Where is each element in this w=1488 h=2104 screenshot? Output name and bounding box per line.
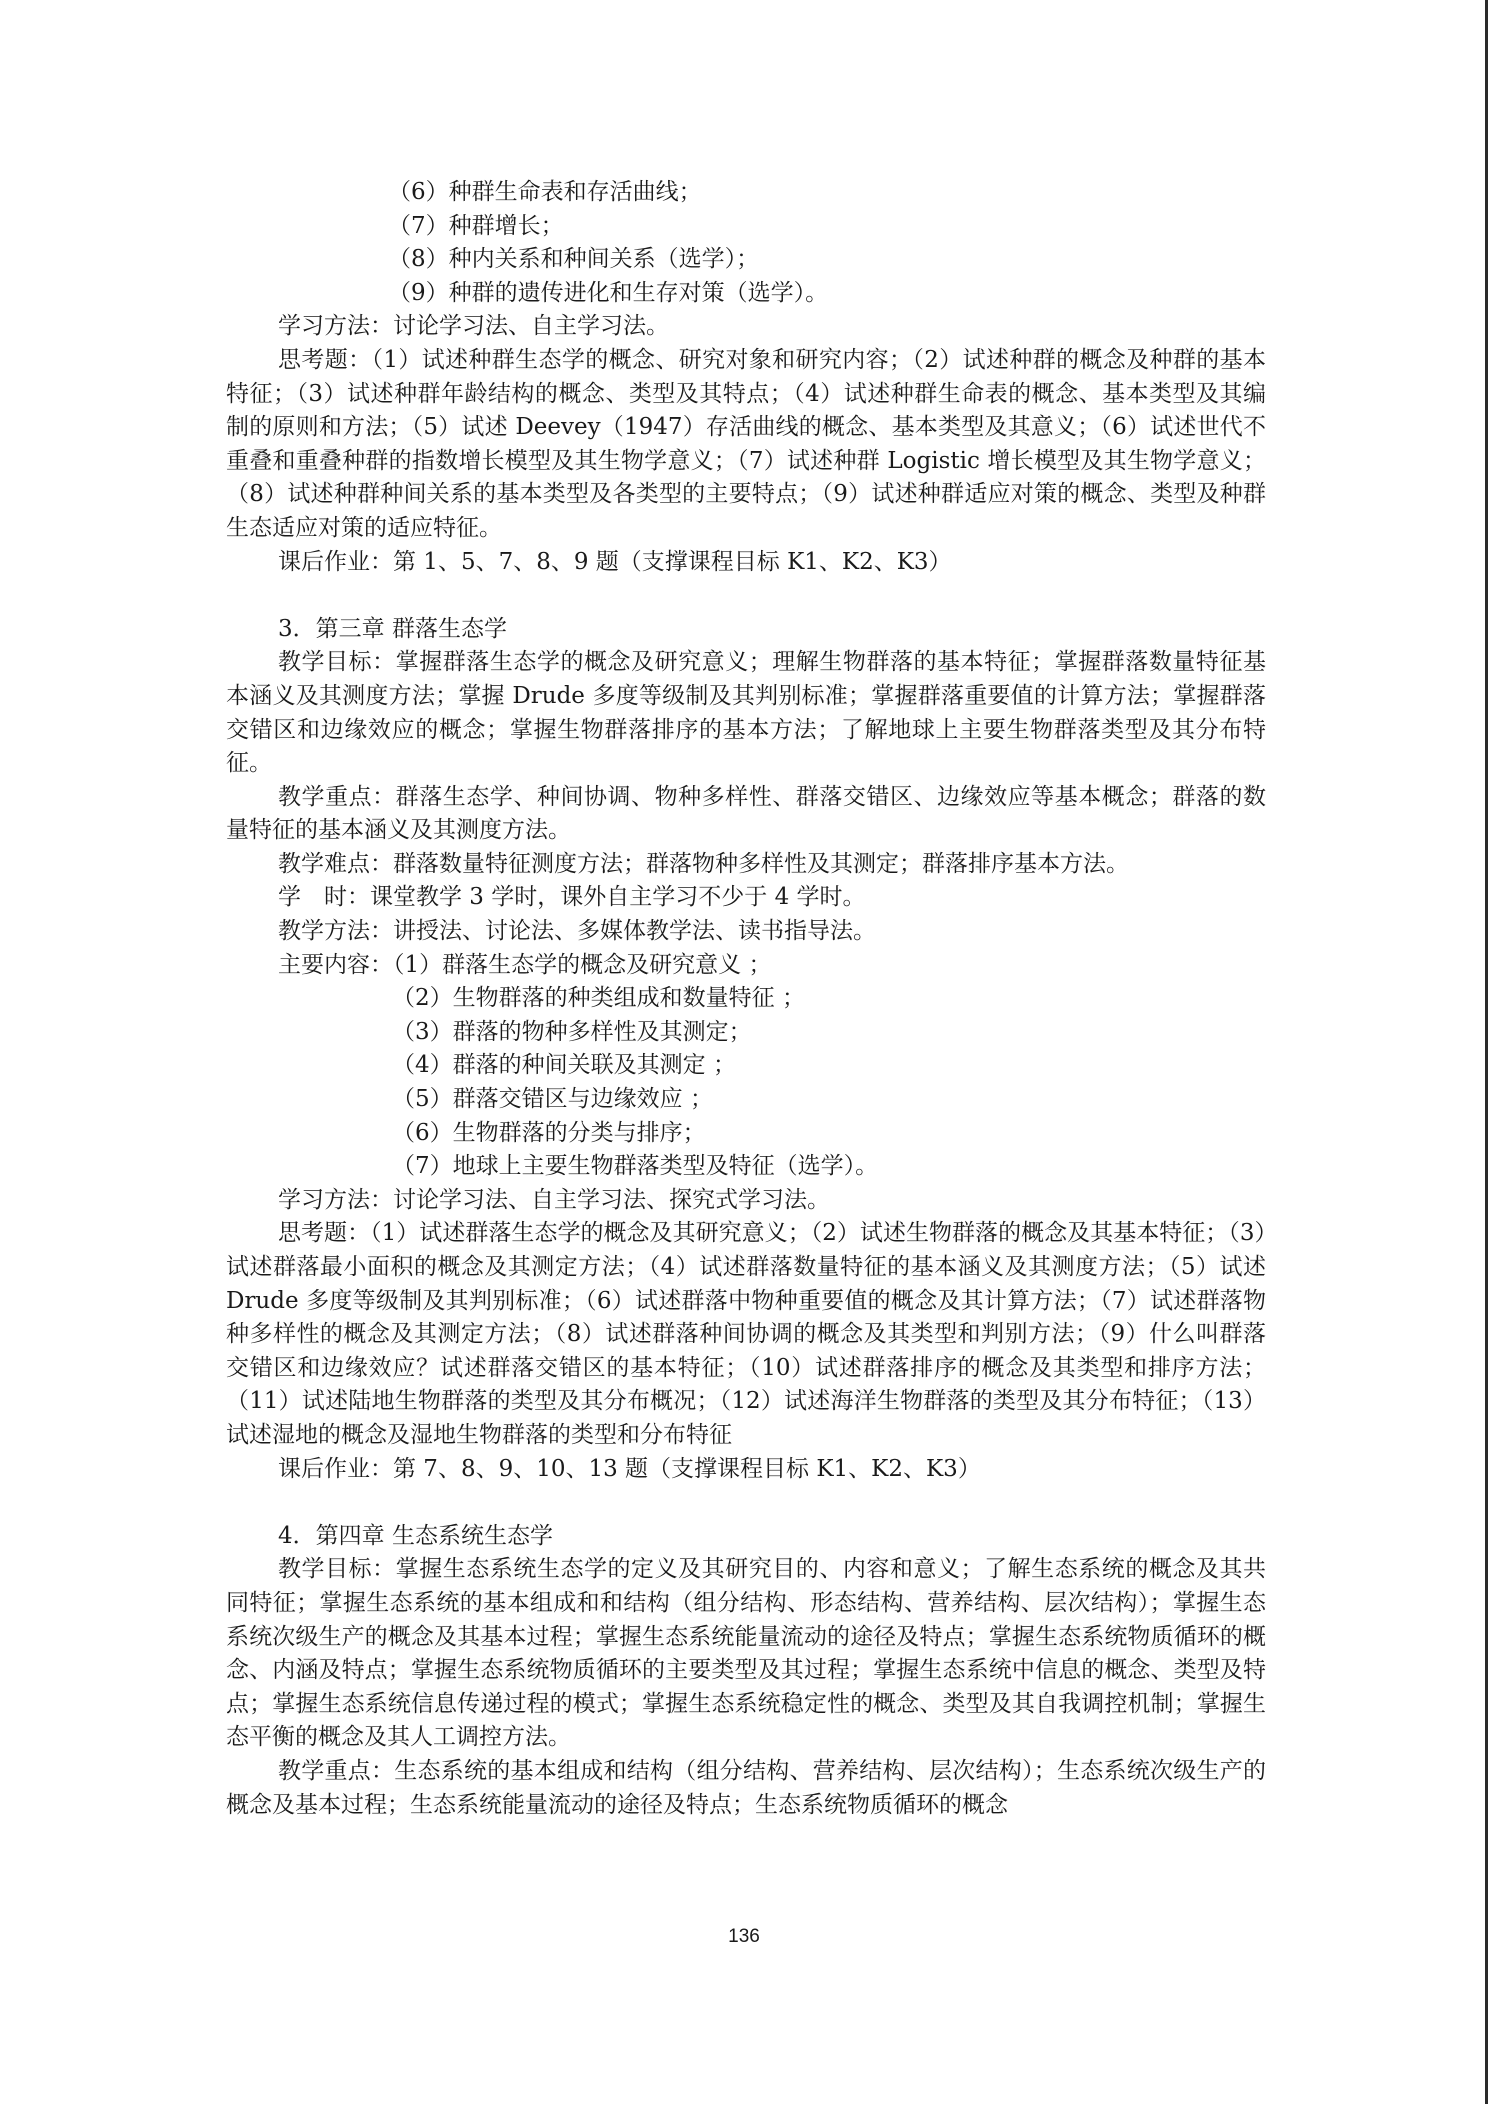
- ch3-questions: 思考题：（1）试述群落生态学的概念及其研究意义；（2）试述生物群落的概念及其基本特征；（3）试述群落最小面积的概念及其测定方法；（4）试述群落数量特征的基本涵义及其测度方法；（5）试述 Drude 多度等级制及其判别标准；（6）试述群落中物种重要值的概念及其计算方法；（7）试述群落物种多样性的概念及其测定方法；（8）试述群落种间协调的概念及其类型和判别方法；（9）什么叫群落交错区和边缘效应？试述群落交错区的基本特征；（10）试述群落排序的概念及其类型和排序方法；（11）试述陆地生物群落的类型及其分布概况；（12）试述海洋生物群落的类型及其分布特征；（13）试述湿地的概念及湿地生物群落的类型和分布特征: [226, 1220, 1266, 1448]
- list-item: （3）群落的物种多样性及其测定；: [392, 1018, 752, 1045]
- ch3-homework: 课后作业：第 7、8、9、10、13 题（支撑课程目标 K1、K2、K3）: [278, 1455, 981, 1482]
- list-item: （5）群落交错区与边缘效应 ；: [392, 1086, 713, 1113]
- ch4-title: 4．第四章 生态系统生态学: [278, 1522, 553, 1549]
- ch3-hours: 学 时：课堂教学 3 学时，课外自主学习不少于 4 学时。: [278, 884, 866, 911]
- ch2-questions: 思考题：（1）试述种群生态学的概念、研究对象和研究内容；（2）试述种群的概念及种群的基本特征；（3）试述种群年龄结构的概念、类型及其特点；（4）试述种群生命表的概念、基本类型及其编制的原则和方法；（5）试述 Deevey（1947）存活曲线的概念、基本类型及其意义；（6）试述世代不重叠和重叠种群的指数增长模型及其生物学意义；（7）试述种群 Logistic 增长模型及其生物学意义；（8）试述种群种间关系的基本类型及各类型的主要特点；（9）试述种群适应对策的概念、类型及种群生态适应对策的适应特征。: [226, 346, 1266, 541]
- ch4-key-points: 教学重点：生态系统的基本组成和结构（组分结构、营养结构、层次结构）；生态系统次级生产的概念及基本过程；生态系统能量流动的途径及特点；生态系统物质循环的概念: [226, 1757, 1266, 1818]
- ch3-content-label: 主要内容：（1）群落生态学的概念及研究意义 ；: [278, 951, 772, 978]
- ch3-objectives: 教学目标：掌握群落生态学的概念及研究意义；理解生物群落的基本特征；掌握群落数量特征基本涵义及其测度方法；掌握 Drude 多度等级制及其判别标准；掌握群落重要值的计算方法；掌握群落交错区和边缘效应的概念；掌握生物群落排序的基本方法；了解地球上主要生物群落类型及其分布特征。: [226, 649, 1266, 777]
- ch3-teaching-method: 教学方法：讲授法、讨论法、多媒体教学法、读书指导法。: [278, 918, 876, 945]
- list-item: （7）种群增长；: [388, 212, 564, 239]
- ch4-objectives: 教学目标：掌握生态系统生态学的定义及其研究目的、内容和意义；了解生态系统的概念及其共同特征；掌握生态系统的基本组成和和结构（组分结构、形态结构、营养结构、层次结构）；掌握生态系统次级生产的概念及其基本过程；掌握生态系统能量流动的途径及特点；掌握生态系统物质循环的概念、内涵及特点；掌握生态系统物质循环的主要类型及其过程；掌握生态系统中信息的概念、类型及特点；掌握生态系统信息传递过程的模式；掌握生态系统稳定性的概念、类型及其自我调控机制；掌握生态平衡的概念及其人工调控方法。: [226, 1556, 1266, 1751]
- list-item: （6）种群生命表和存活曲线；: [388, 179, 702, 205]
- document-body: [226, 176, 1266, 1822]
- section-spacer: [226, 579, 1266, 613]
- list-item: （8）种内关系和种间关系（选学）；: [388, 246, 760, 273]
- list-item: （6）生物群落的分类与排序；: [392, 1119, 706, 1146]
- page-number: 136: [728, 1926, 760, 1947]
- ch2-content-list: [226, 176, 1266, 310]
- list-item: （9）种群的遗传进化和生存对策（选学）。: [388, 279, 829, 306]
- ch3-difficulties: 教学难点：群落数量特征测度方法；群落物种多样性及其测定；群落排序基本方法。: [278, 850, 1129, 877]
- list-item: （2）生物群落的种类组成和数量特征 ；: [392, 985, 805, 1012]
- ch3-study-method: 学习方法：讨论学习法、自主学习法、探究式学习法。: [278, 1186, 830, 1213]
- ch3-content-list: [226, 982, 1266, 1184]
- ch3-key-points: 教学重点：群落生态学、种间协调、物种多样性、群落交错区、边缘效应等基本概念；群落的数量特征的基本涵义及其测度方法。: [226, 783, 1266, 844]
- list-item: （7）地球上主要生物群落类型及特征（选学）。: [392, 1153, 879, 1180]
- section-spacer: [226, 1486, 1266, 1520]
- list-item: （4）群落的种间关联及其测定 ；: [392, 1052, 736, 1079]
- ch2-homework: 课后作业：第 1、5、7、8、9 题（支撑课程目标 K1、K2、K3）: [278, 548, 952, 575]
- ch2-study-method: 学习方法：讨论学习法、自主学习法。: [278, 313, 669, 340]
- ch3-title: 3．第三章 群落生态学: [278, 615, 507, 642]
